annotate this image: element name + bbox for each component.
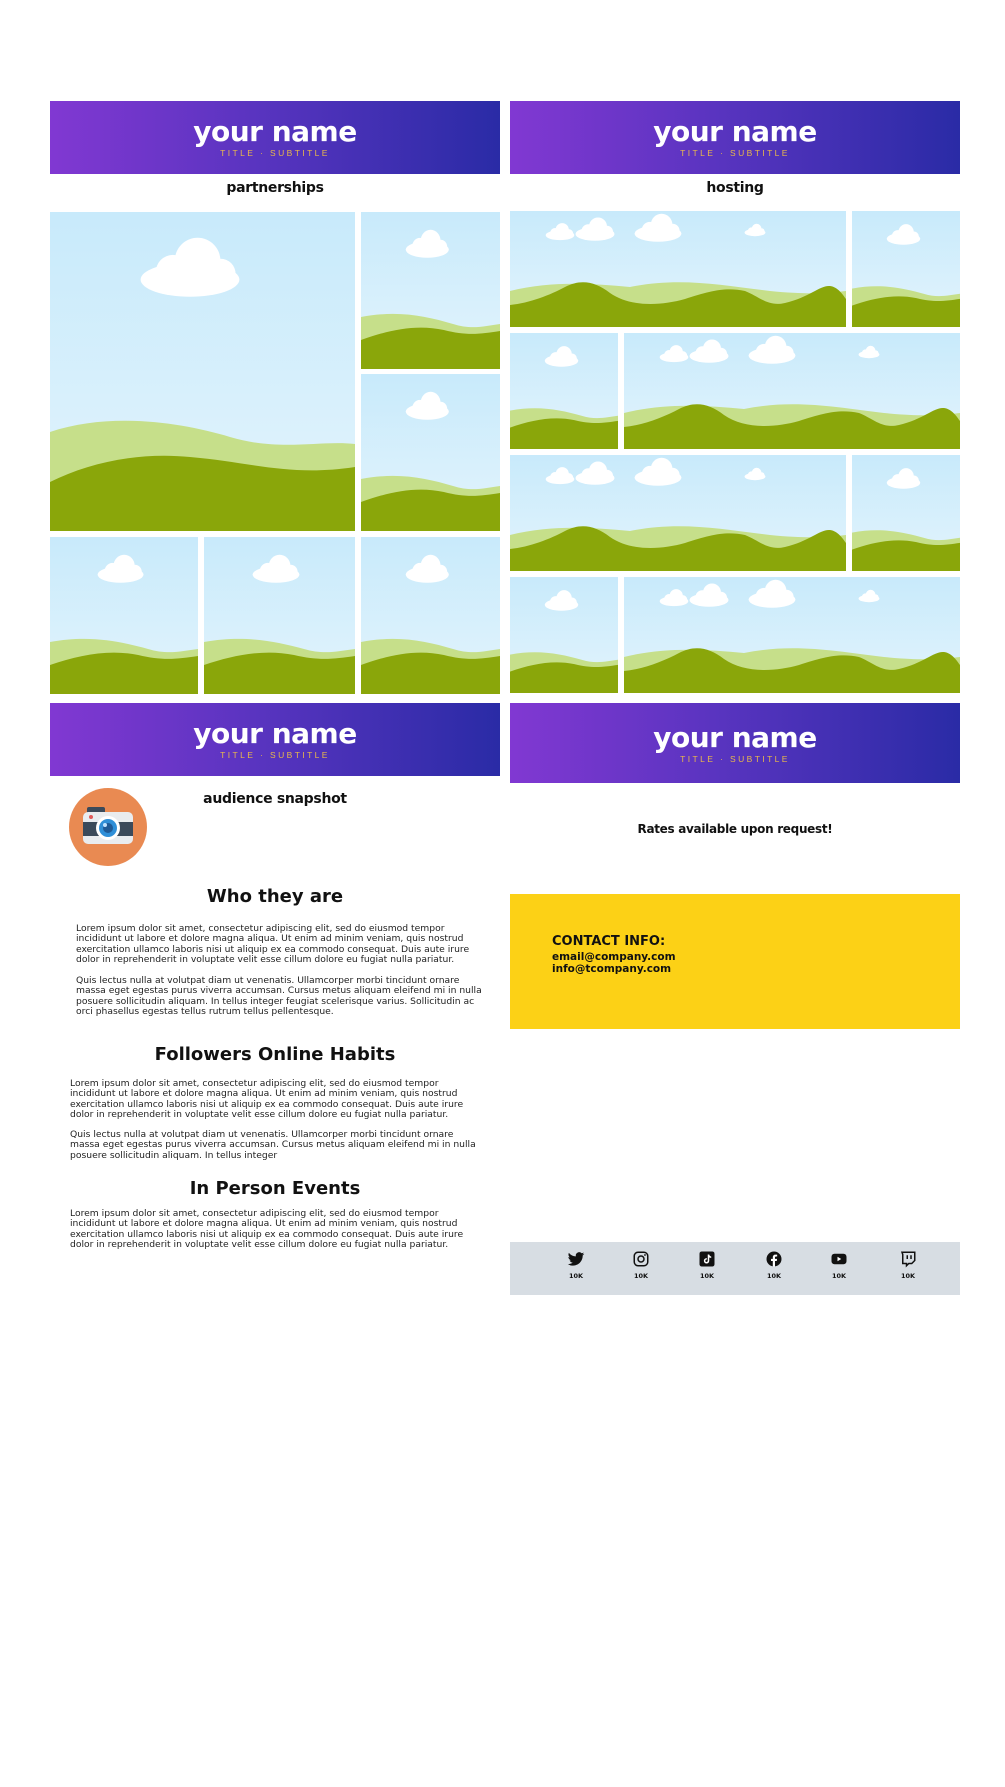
cloud-shape <box>545 590 578 611</box>
image-placeholder <box>510 211 846 327</box>
cloud-shape <box>546 223 575 240</box>
partnerships-title: partnerships <box>226 180 324 196</box>
image-placeholder <box>510 455 846 571</box>
landscape-illustration <box>361 212 500 369</box>
image-placeholder <box>852 211 960 327</box>
cloud-shape <box>406 392 449 420</box>
camera-icon <box>69 788 147 866</box>
who-they-are-paragraph-2: Quis lectus nulla at volutpat diam ut venenatis. Ullamcorper morbi tincidunt ornare massa eget egestas purus viverra accumsan. Cursus metus aliquam eleifend mi in nulla posuere sollicitudin aliquam. In tellus integer feugiat scelerisque varius. Sollicitudin ac orci phasellus egestas tellus rutrum tellus pellentesque. <box>76 975 482 1018</box>
twitter-icon <box>567 1250 585 1268</box>
social-tiktok[interactable] <box>687 1250 727 1280</box>
in-person-events-heading: In Person Events <box>189 1178 361 1199</box>
cloud-shape <box>576 218 615 241</box>
social-media-bar <box>510 1242 960 1295</box>
image-placeholder <box>361 212 500 369</box>
image-placeholder <box>852 455 960 571</box>
instagram-icon <box>632 1250 650 1268</box>
image-placeholder <box>510 333 618 449</box>
header-banner-partnerships <box>50 101 500 174</box>
rates-note: Rates available upon request! <box>637 822 833 836</box>
landscape-illustration <box>50 537 198 694</box>
image-placeholder <box>361 374 500 531</box>
social-count: 10K <box>900 1272 916 1280</box>
landscape-illustration <box>852 455 960 571</box>
cloud-shape <box>635 458 682 486</box>
social-count: 10K <box>766 1272 782 1280</box>
cloud-shape <box>660 589 689 606</box>
header-banner-audience <box>50 703 500 776</box>
social-facebook[interactable] <box>754 1250 794 1280</box>
cloud-shape <box>745 468 766 480</box>
contact-title: CONTACT INFO: <box>552 934 666 949</box>
social-count: 10K <box>633 1272 649 1280</box>
cloud-shape <box>690 340 729 363</box>
audience-snapshot-title: audience snapshot <box>203 791 347 807</box>
social-twitter[interactable] <box>556 1250 596 1280</box>
banner-name: your name <box>193 115 357 148</box>
contact-email-1[interactable]: email@company.com <box>552 951 676 963</box>
banner-subtitle: TITLE · SUBTITLE <box>220 148 330 158</box>
online-habits-paragraph-1: Lorem ipsum dolor sit amet, consectetur adipiscing elit, sed do eiusmod tempor incididunt ut labore et dolore magna aliqua. Ut enim ad minim veniam, quis nostrud exercitation ullamco laboris nisi ut aliquip ex ea commodo consequat. Duis aute irure dolor in reprehenderit in voluptate velit esse cillum dolore eu fugiat nulla pariatur. <box>70 1078 464 1121</box>
cloud-shape <box>745 224 766 236</box>
header-banner-rates <box>510 703 960 783</box>
landscape-illustration <box>510 333 618 449</box>
landscape-illustration <box>624 577 960 693</box>
hosting-title: hosting <box>706 180 764 196</box>
cloud-shape <box>406 230 449 258</box>
image-placeholder <box>361 537 500 694</box>
landscape-illustration <box>510 577 618 693</box>
landscape-illustration <box>510 211 846 327</box>
image-placeholder <box>624 577 960 693</box>
who-they-are-paragraph-1: Lorem ipsum dolor sit amet, consectetur adipiscing elit, sed do eiusmod tempor incididunt ut labore et dolore magna aliqua. Ut enim ad minim veniam, quis nostrud exercitation ullamco laboris nisi ut aliquip ex ea commodo consequat. Duis aute irure dolor in reprehenderit in voluptate velit esse cillum dolore eu fugiat nulla pariatur. <box>76 923 470 966</box>
cloud-shape <box>749 336 796 364</box>
in-person-events-paragraph: Lorem ipsum dolor sit amet, consectetur adipiscing elit, sed do eiusmod tempor incididunt ut labore et dolore magna aliqua. Ut enim ad minim veniam, quis nostrud exercitation ullamco laboris nisi ut aliquip ex ea commodo consequat. Duis aute irure dolor in reprehenderit in voluptate velit esse cillum dolore eu fugiat nulla pariatur. <box>70 1208 464 1251</box>
social-twitch[interactable] <box>888 1250 928 1280</box>
image-placeholder <box>50 212 355 531</box>
cloud-shape <box>545 346 578 367</box>
twitch-icon <box>899 1250 917 1268</box>
social-count: 10K <box>568 1272 584 1280</box>
landscape-illustration <box>510 455 846 571</box>
landscape-illustration <box>624 333 960 449</box>
landscape-illustration <box>361 537 500 694</box>
banner-name: your name <box>653 720 817 754</box>
cloud-shape <box>859 346 880 358</box>
banner-subtitle: TITLE · SUBTITLE <box>680 148 790 158</box>
who-they-are-heading: Who they are <box>206 886 344 907</box>
landscape-illustration <box>852 211 960 327</box>
facebook-icon <box>765 1250 783 1268</box>
cloud-shape <box>887 224 920 245</box>
cloud-shape <box>749 580 796 608</box>
cloud-shape <box>546 467 575 484</box>
cloud-shape <box>253 555 300 583</box>
social-count: 10K <box>699 1272 715 1280</box>
banner-subtitle: TITLE · SUBTITLE <box>220 750 330 760</box>
cloud-shape <box>576 462 615 485</box>
online-habits-heading: Followers Online Habits <box>154 1044 396 1065</box>
online-habits-paragraph-2: Quis lectus nulla at volutpat diam ut venenatis. Ullamcorper morbi tincidunt ornare massa eget egestas purus viverra accumsan. Cursus metus aliquam eleifend mi in nulla posuere sollicitudin aliquam. In tellus integer <box>70 1129 476 1161</box>
contact-email-2[interactable]: info@tcompany.com <box>552 963 672 975</box>
cloud-shape <box>690 584 729 607</box>
landscape-illustration <box>204 537 355 694</box>
header-banner-hosting <box>510 101 960 174</box>
social-instagram[interactable] <box>621 1250 661 1280</box>
youtube-icon <box>830 1250 848 1268</box>
tiktok-icon <box>698 1250 716 1268</box>
banner-name: your name <box>653 115 817 148</box>
cloud-shape <box>141 238 240 297</box>
cloud-shape <box>887 468 920 489</box>
cloud-shape <box>660 345 689 362</box>
image-placeholder <box>50 537 198 694</box>
banner-name: your name <box>193 717 357 750</box>
social-youtube[interactable] <box>819 1250 859 1280</box>
cloud-shape <box>635 214 682 242</box>
social-count: 10K <box>831 1272 847 1280</box>
cloud-shape <box>859 590 880 602</box>
landscape-illustration <box>361 374 500 531</box>
image-placeholder <box>624 333 960 449</box>
cloud-shape <box>406 555 449 583</box>
image-placeholder <box>204 537 355 694</box>
contact-info-box <box>510 894 960 1029</box>
cloud-shape <box>98 555 144 583</box>
image-placeholder <box>510 577 618 693</box>
banner-subtitle: TITLE · SUBTITLE <box>680 753 790 764</box>
landscape-illustration <box>50 212 355 531</box>
